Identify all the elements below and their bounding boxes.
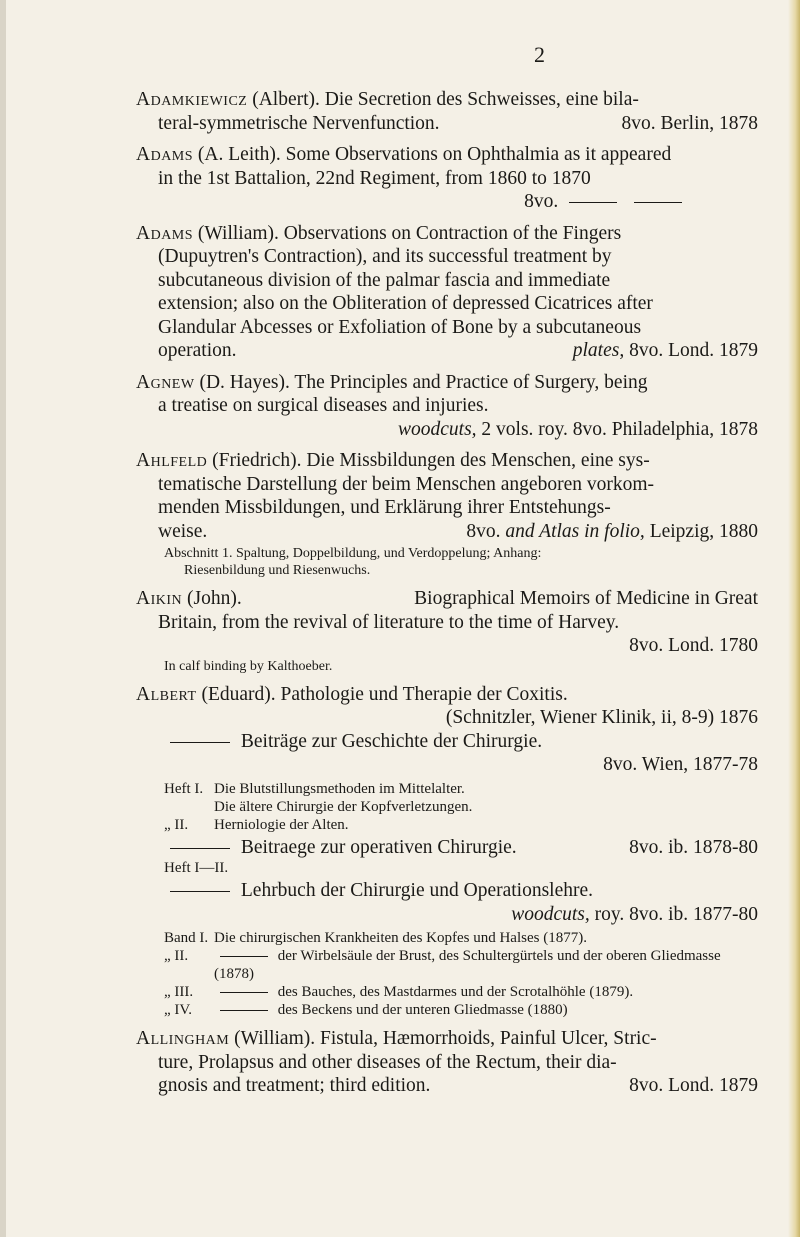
volume-row: Die ältere Chirurgie der Kopfverletzungen. (214, 798, 473, 815)
entry-author: Adamkiewicz (136, 89, 248, 110)
binding-note: In calf binding by Kalthoeber. (164, 658, 333, 674)
page-left-edge (0, 0, 6, 1237)
entry-adams-william: Adams (William). Observations on Contraction of the Fingers (Dupuytren's Contraction), and its successful treatment by subcutaneous division of the palmar fascia and immediate extension; also on the Obliteration of depressed Cicatrices after Glandular Abcesses or Exfoliation of Bone by a subcutaneous operation. plates, 8vo. Lond. 1879 (136, 222, 758, 361)
ditto-dash (170, 848, 230, 849)
volume-row: „ II. der Wirbelsäule der Brust, des Schultergürtels und der oberen Gliedmasse (1878) (164, 948, 721, 982)
ditto-dash (220, 1010, 268, 1011)
entry-author: Agnew (136, 371, 195, 393)
entry-adams-leith: Adams (A. Leith). Some Observations on Ophthalmia as it appeared in the 1st Battalion, 22nd Regiment, from 1860 to 1870 8vo. (136, 143, 758, 214)
entry-albert: Albert (Eduard). Pathologie und Therapie der Coxitis. (Schnitzler, Wiener Klinik, ii, 8-9) 1876 Beiträge zur Geschichte der Chirurgie. 8vo. Wien, 1877-78 Heft I. Die Blutstillungsmethoden im Mittelalter. Die ältere Chirurgie der Kopfverletzungen. „ II. Herniologie der Alten. Beitraege zur operativen Chirurgie. 8vo. ib. 1878-80 Heft I—II. Lehrbuch der Chirurgie und Operationslehre. woodcuts, roy. 8vo. ib. 1877-80 Band I. Die chirurgischen Krankheiten des Kopfes und Halses (1877). „ II. der Wirbelsäule der Brust, des Schultergürtels und der oberen Gliedmasse (1878) „ III. des Bauches, des Mastdarmes und der Scrotalhöhle (1879). „ IV. des Beckens und der unteren Gliedmasse (1880) (136, 683, 758, 1018)
entry-ahlfeld: Ahlfeld (Friedrich). Die Missbildungen des Menschen, eine sys- tematische Darstellung der beim Menschen angeboren vorkom- menden Missbildungen, und Erklärung ihrer Entstehungs- weise. 8vo. and Atlas in folio, Leipzig, 1880 Abschnitt 1. Spaltung, Doppelbildung, und Verdoppelung; Anhang: Riesenbildung und Riesenwuchs. (136, 450, 758, 578)
volume-row: „ II. Herniologie der Alten. (164, 816, 349, 833)
entry-allingham: Allingham (William). Fistula, Hæmorrhoids, Painful Ulcer, Stric- ture, Prolapsus and other diseases of the Rectum, their dia- gnosis and treatment; third edition. 8vo. Lond. 1879 (136, 1028, 758, 1096)
ditto-dash (634, 202, 682, 203)
ditto-dash (220, 992, 268, 993)
entry-aikin: Aikin (John). Biographical Memoirs of Medicine in Great Britain, from the revival of literature to the time of Harvey. 8vo. Lond. 1780 In calf binding by Kalthoeber. (136, 588, 758, 674)
entry-author: Ahlfeld (136, 450, 208, 471)
volume-row: „ IV. des Beckens und der unteren Gliedmasse (1880) (164, 1002, 568, 1018)
page-number: 2 (534, 42, 545, 67)
entry-adamkiewicz: Adamkiewicz (Albert). Die Secretion des Schweisses, eine bila- teral-symmetrische Nervenfunction. 8vo. Berlin, 1878 (136, 89, 758, 134)
entry-author: Adams (136, 144, 194, 165)
entry-author: Allingham (136, 1028, 230, 1049)
contents-note: Riesenbildung und Riesenwuchs. (184, 563, 371, 578)
volume-row: Band I. Die chirurgischen Krankheiten des Kopfes und Halses (1877). (164, 930, 587, 946)
ditto-dash (569, 202, 617, 203)
ditto-dash (170, 891, 230, 892)
contents-note: Abschnitt 1. Spaltung, Doppelbildung, und Verdoppelung; Anhang: (164, 546, 542, 561)
bibliography-list (136, 88, 758, 1106)
ditto-dash (220, 956, 268, 957)
volume-row: Heft I—II. (164, 860, 229, 876)
volume-row: Heft I. Die Blutstillungsmethoden im Mittelalter. (164, 780, 465, 797)
entry-author: Adams (136, 222, 194, 244)
entry-agnew: Agnew (D. Hayes). The Principles and Practice of Surgery, being a treatise on surgical diseases and injuries. woodcuts, 2 vols. roy. 8vo. Philadelphia, 1878 (136, 371, 758, 440)
entry-author: Albert (136, 683, 197, 705)
page-right-edge (788, 0, 800, 1237)
entry-author: Aikin (136, 588, 183, 609)
ditto-dash (170, 742, 230, 743)
volume-row: „ III. des Bauches, des Mastdarmes und der Scrotalhöhle (1879). (164, 984, 634, 1000)
